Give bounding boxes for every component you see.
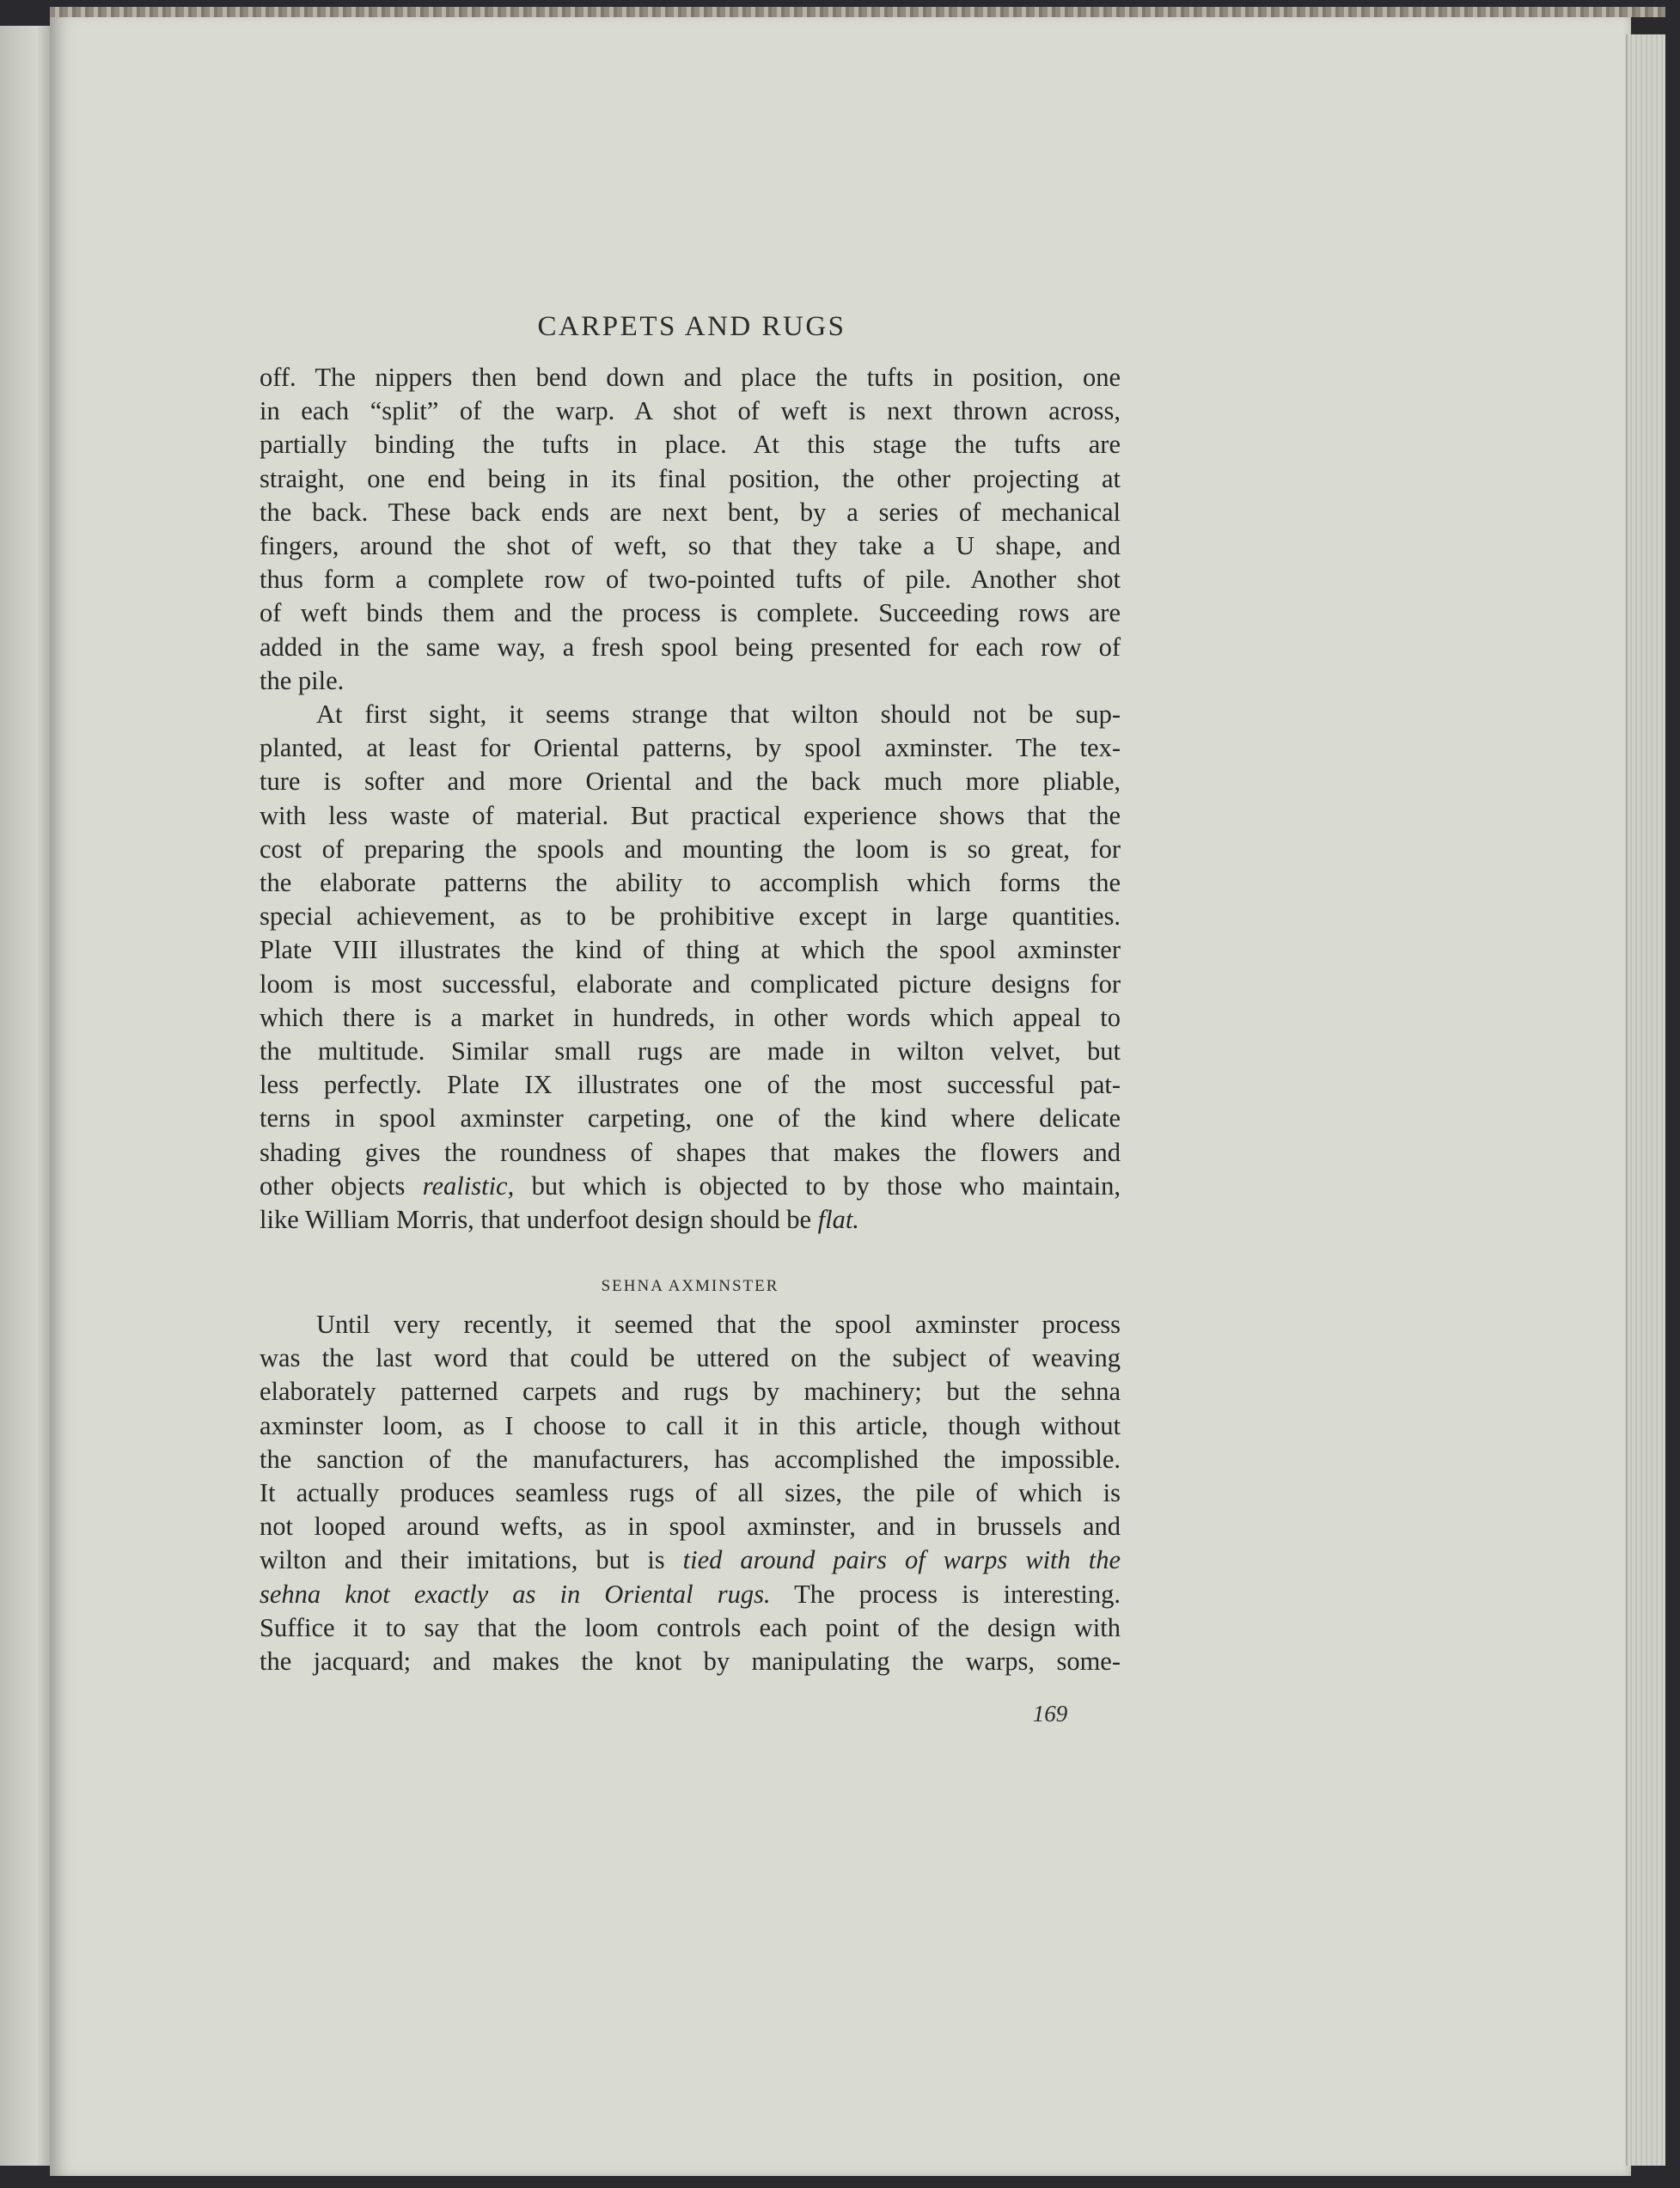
body-text	[260, 361, 1121, 1237]
text-line: loom is most successful, elaborate and complicated picture designs for	[260, 969, 1121, 999]
text-line: shading gives the roundness of shapes that makes the flowers and	[260, 1137, 1121, 1167]
text-line: It actually produces seamless rugs of all sizes, the pile of which is	[260, 1478, 1121, 1508]
text-line: elaborately patterned carpets and rugs by machinery; but the sehna	[260, 1377, 1121, 1407]
text-run: other objects	[260, 1170, 423, 1201]
text-line: Plate VIII illustrates the kind of thing at which the spool axminster	[260, 935, 1121, 965]
text-line: special achievement, as to be prohibitive except in large quantities.	[260, 901, 1121, 932]
text-line: which there is a market in hundreds, in other words which appeal to	[260, 1002, 1121, 1032]
text-line: At first sight, it seems strange that wilton should not be sup-	[316, 700, 1121, 730]
text-line: the multitude. Similar small rugs are made in wilton velvet, but	[260, 1036, 1121, 1066]
text-line: added in the same way, a fresh spool being presented for each row of	[260, 632, 1121, 662]
text-line: straight, one end being in its final position, the other projecting at	[260, 463, 1121, 493]
text-line: of weft binds them and the process is complete. Succeeding rows are	[260, 598, 1121, 628]
page-number: 169	[1032, 1701, 1068, 1727]
text-line: not looped around wefts, as in spool axminster, and in brussels and	[260, 1512, 1121, 1542]
text-line: less perfectly. Plate IX illustrates one of the most successful pat-	[260, 1070, 1121, 1100]
text-line: the pile.	[260, 665, 345, 695]
text-line: the sanction of the manufacturers, has accomplished the impossible.	[260, 1444, 1121, 1474]
page-top-edge	[50, 7, 1665, 17]
text-line	[260, 1543, 1121, 1577]
text-line	[260, 1578, 1121, 1611]
text-run: The process is interesting.	[770, 1579, 1121, 1609]
text-line: cost of preparing the spools and mounting the loom is so great, for	[260, 834, 1121, 864]
section-title: SEHNA AXMINSTER	[601, 1277, 779, 1295]
italic-run: tied around pairs of warps with the	[682, 1545, 1121, 1575]
text-line: partially binding the tufts in place. At this stage the tufts are	[260, 430, 1121, 460]
body-text-section	[260, 1308, 1121, 1678]
paragraph-1-end	[260, 664, 1121, 698]
text-line	[260, 1203, 1121, 1237]
text-line: was the last word that could be uttered on the subject of weaving	[260, 1343, 1121, 1373]
text-line	[260, 1170, 1121, 1203]
text-line: the elaborate patterns the ability to accomplish which forms the	[260, 868, 1121, 898]
text-line: terns in spool axminster carpeting, one of the kind where delicate	[260, 1103, 1121, 1134]
text-line: off. The nippers then bend down and place the tufts in position, one	[260, 363, 1121, 392]
page-stack-edge	[1626, 34, 1665, 2166]
text-line: the jacquard; and makes the knot by manipulating the warps, some-	[260, 1647, 1121, 1677]
text-line: ture is softer and more Oriental and the back much more pliable,	[260, 767, 1121, 797]
italic-run: sehna knot exactly as in Oriental rugs.	[260, 1579, 771, 1609]
text-run: like William Morris, that underfoot design should be	[260, 1205, 818, 1235]
italic-run: realistic,	[422, 1170, 515, 1201]
text-line: Suffice it to say that the loom controls each point of the design with	[260, 1612, 1121, 1642]
italic-run: flat.	[817, 1205, 859, 1235]
text-line: Until very recently, it seemed that the spool axminster process	[316, 1310, 1121, 1339]
text-line: planted, at least for Oriental patterns, by spool axminster. The tex-	[260, 733, 1121, 763]
paragraph-1	[260, 361, 1121, 664]
text-line: the back. These back ends are next bent, by a series of mechanical	[260, 497, 1121, 527]
text-line: fingers, around the shot of weft, so that they take a U shape, and	[260, 531, 1121, 561]
text-run: but which is objected to by those who maintain,	[514, 1170, 1121, 1201]
text-line: thus form a complete row of two-pointed tufts of pile. Another shot	[260, 565, 1121, 595]
text-line: axminster loom, as I choose to call it in this article, though without	[260, 1410, 1121, 1440]
text-line: with less waste of material. But practical experience shows that the	[260, 800, 1121, 830]
running-head: CARPETS AND RUGS	[537, 311, 846, 342]
text-run: wilton and their imitations, but is	[260, 1545, 683, 1575]
paragraph-2-end	[260, 1203, 1121, 1237]
paragraph-2	[260, 698, 1121, 1203]
text-line: in each “split” of the warp. A shot of weft is next thrown across,	[260, 396, 1121, 426]
paragraph-3	[260, 1308, 1121, 1678]
